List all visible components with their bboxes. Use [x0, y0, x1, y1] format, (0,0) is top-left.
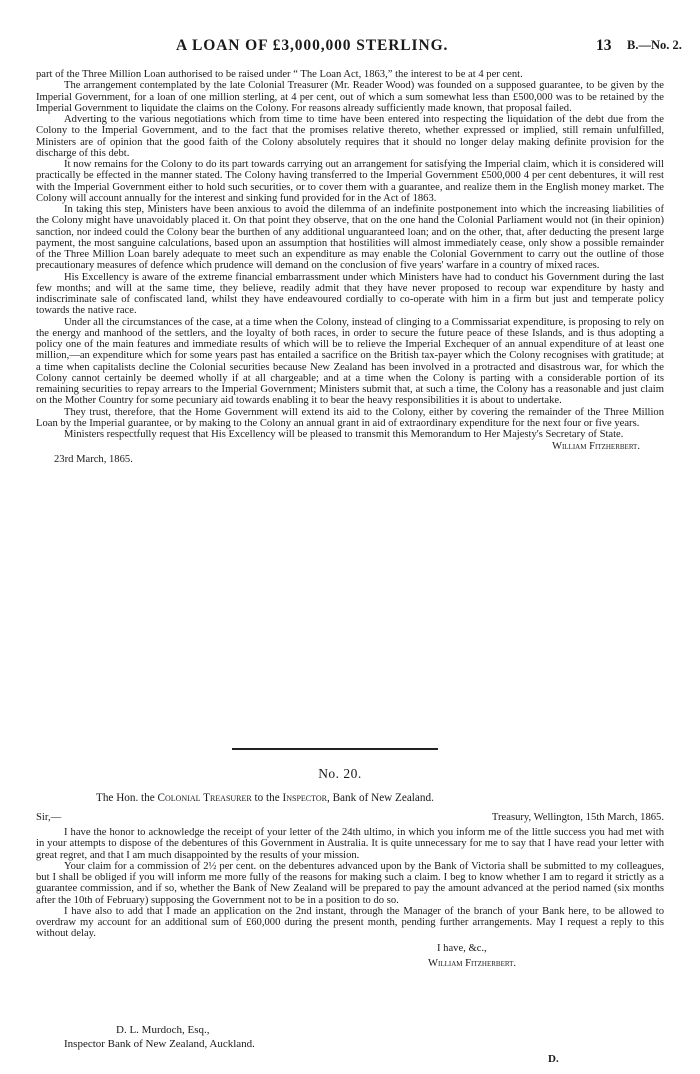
- addressee-title: Inspector Bank of New Zealand, Auckland.: [64, 1038, 255, 1050]
- heading-recipient: Inspector,: [282, 792, 330, 804]
- memorandum-paragraph: It now remains for the Colony to do its part towards carrying out an arrangement for satisfying the Imperial claim, which it is considered will practically be effected in the manner stated. The Colony having transferred to the Imperial Government £500,000 4 per cent debentures, it will rest with the Imperial Government either to hold such securities, or to cover them with a guarantee, and realize them in the English money market. The Colony will account annually for the interest and sinking fund provided for in the Act of 1863.: [36, 159, 664, 204]
- memorandum-paragraph: His Excellency is aware of the extreme financial embarrassment under which Ministers have had to conduct his Government during the last few months; and will at the same time, they believe, readily admit that they have never proposed to recoup war expenditure by hasty and indiscriminate sale of confiscated land, whilst they have endeavoured cordially to co-operate with him in a firm but just and temperate policy towards the native race.: [36, 271, 664, 317]
- document-reference: B.—No. 2.: [627, 38, 682, 52]
- memorandum-paragraph: Ministers respectfully request that His Excellency will be pleased to transmit this Memorandum to Her Majesty's Secretary of State.: [64, 429, 624, 440]
- memorandum-paragraph: part of the Three Million Loan authorised to be raised under “ The Loan Act, 1863,” the interest to be at 4 per cent.: [36, 69, 523, 80]
- page-header: [0, 37, 700, 57]
- catchword: D.: [548, 1053, 559, 1065]
- memorandum-paragraph: The arrangement contemplated by the late Colonial Treasurer (Mr. Reader Wood) was founded on a supposed guarantee, to be given by the Imperial Government, for a loan of one million sterling, at 4 per cent, out of which a sum somewhat less than £500,000 was to be retained by the Imperial Government to liquidate the claims on the Colony. For reasons already sufficiently made known, that proposal failed.: [36, 80, 664, 114]
- memorandum-paragraph: Under all the circumstances of the case, at a time when the Colony, instead of clinging to a Commissariat expenditure, is proposing to rely on the energy and manhood of the settlers, and the loyalty of both races, in order to secure the future peace of these Islands, and is thus adopting a policy one of the main features and immediate results of which will be to relieve the Imperial Exchequer of an annual expenditure of at least one million,—an expenditure which for some years past has entailed a sacrifice on the British tax-payer which the Colony recognises with gratitude; at a time when capitalists decline the Colonial securities because New Zealand has been involved in a protracted and disastrous war, for which the Colony cannot certainly be deemed wholly if at all chargeable; and at a time when the Colony is parting with a considerable portion of its remaining securities to repay arrears to the Imperial Government; Ministers submit that, at such a time, the Colony has a reasonable and just claim on the Mother Country for some pecuniary aid towards enabling it to bear the heavy responsibilities it is about to undertake.: [36, 316, 664, 407]
- letter-paragraph: I have also to add that I made an application on the 2nd instant, through the Manager of the branch of your Bank here, to be allowed to overdraw my account for an additional sum of £60,000 during the present month, pending further arrangements. May I request a reply to this without delay.: [36, 905, 664, 940]
- page-number: 13: [596, 37, 612, 54]
- letter-signature: William Fitzherbert.: [428, 957, 517, 969]
- letter-closing: [36, 943, 664, 973]
- running-title: A LOAN OF £3,000,000 STERLING.: [176, 37, 449, 54]
- section-divider: [232, 748, 438, 750]
- letter-heading: [96, 792, 434, 804]
- heading-prefix: The Hon. the: [96, 792, 155, 804]
- memorandum-signature: William Fitzherbert.: [551, 441, 640, 453]
- addressee-name: D. L. Murdoch, Esq.,: [116, 1024, 210, 1036]
- salutation: Sir,—: [36, 812, 62, 823]
- memorandum-body: [36, 69, 664, 467]
- letter-paragraph: Your claim for a commission of 2½ per cent. on the debentures advanced upon by the Bank of Victoria shall be submitted to my colleagues, but I shall be obliged if you will inform me more fully of the reasons for making such a claim. I beg to know whether I am to regard it strictly as a guarantee commission, and if so, whether the Bank of New Zealand will be prepared to pay the amount advanced at the period named (six months after the 10th of February) supposing the Government not to be in a position to do so.: [36, 860, 664, 906]
- closing-phrase: I have, &c.,: [437, 942, 487, 954]
- memorandum-paragraph: They trust, therefore, that the Home Government will extend its aid to the Colony, either by covering the remainder of the Three Million Loan by the Imperial guarantee, or by making to the Colony an annual grant in aid of extraordinary expenditure for the next four or five years.: [36, 406, 664, 429]
- heading-to: to the: [254, 792, 280, 804]
- heading-bank: Bank of New Zealand.: [332, 792, 434, 804]
- letter-dateline: Treasury, Wellington, 15th March, 1865.: [491, 812, 664, 823]
- memorandum-date: 23rd March, 1865.: [54, 454, 133, 466]
- letter-number: No. 20.: [318, 766, 362, 781]
- letter-body: [36, 812, 664, 973]
- memorandum-paragraph: Adverting to the various negotiations which from time to time have been entered into respecting the liquidation of the debt due from the Colony to the Imperial Government, and to the fact that the promises relative thereto, whether expressed or implied, still remain unfulfilled, Ministers are of opinion that the good faith of the Colony absolutely requires that it should no longer delay making definite provision for the discharge of this debt.: [36, 114, 664, 159]
- memorandum-paragraph: In taking this step, Ministers have been anxious to avoid the dilemma of an indefinite postponement into which the increasing liabilities of the Colony might have unavoidably placed it. On that point they observe, that on the one hand the Colonial Parliament would not (in their opinion) sanction, nor indeed could the Colony bear the burthen of any additional unguaranteed loan; and on the other, that, after deducting the present large payment, the most sanguine calculations, based upon an assumption that hostilities will almost immediately cease, only show a possible remainder of the Three Million Loan barely adequate to meet such an expenditure as may enable the Colonial Government to carry out the outline of those precautionary measures of defence which prudence will demand on the conclusion of five years' warfare in a country of mixed races.: [36, 204, 664, 272]
- letter-paragraph: I have the honor to acknowledge the receipt of your letter of the 24th ultimo, in which you inform me of the little success you had met with in your attempts to dispose of the debentures of this Government in Australia. It is quite unnecessary for me to say that I have read your letter with great regret, and that I am much disappointed by the results of your mission.: [36, 827, 664, 861]
- salutation-row: [36, 812, 664, 827]
- heading-sender: Colonial Treasurer: [157, 792, 252, 804]
